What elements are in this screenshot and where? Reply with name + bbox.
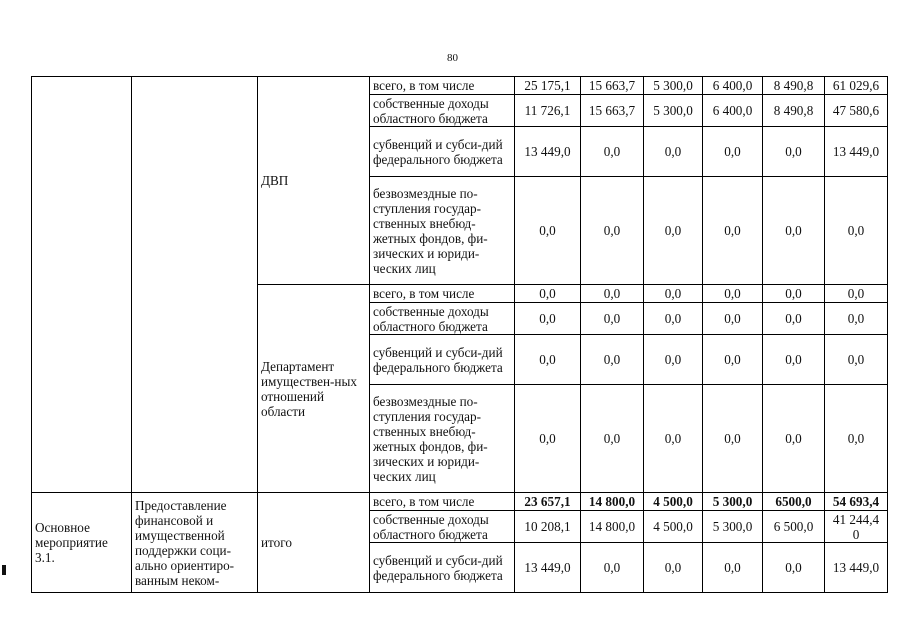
executor-cell: Департамент имуществен-ных отношений области <box>258 285 370 493</box>
budget-table <box>31 76 888 593</box>
value-cell: 0,0 <box>581 335 644 385</box>
value-cell: 15 663,7 <box>581 95 644 127</box>
value-cell: 0,0 <box>644 177 703 285</box>
funding-source-cell: всего, в том числе <box>370 493 515 511</box>
value-cell: 41 244,4 0 <box>825 511 888 543</box>
value-cell: 54 693,4 <box>825 493 888 511</box>
value-cell: 0,0 <box>581 127 644 177</box>
value-cell: 15 663,7 <box>581 77 644 95</box>
value-cell: 0,0 <box>515 335 581 385</box>
value-cell: 0,0 <box>763 303 825 335</box>
funding-source-cell: субвенций и субси-дий федерального бюджета <box>370 335 515 385</box>
value-cell: 8 490,8 <box>763 77 825 95</box>
value-cell: 0,0 <box>515 385 581 493</box>
value-cell: 5 300,0 <box>644 77 703 95</box>
value-cell: 0,0 <box>581 177 644 285</box>
table-row <box>32 493 888 511</box>
value-cell: 61 029,6 <box>825 77 888 95</box>
value-cell: 0,0 <box>703 285 763 303</box>
value-cell: 0,0 <box>515 285 581 303</box>
measure-description-cell: Предоставление финансовой и имущественной поддержки соци-ально ориентиро-ванным неком- <box>132 493 258 593</box>
value-cell: 10 208,1 <box>515 511 581 543</box>
executor-cell: итого <box>258 493 370 593</box>
funding-source-cell: собственные доходы областного бюджета <box>370 95 515 127</box>
description-cell-empty <box>132 77 258 493</box>
funding-source-cell: всего, в том числе <box>370 285 515 303</box>
value-cell: 0,0 <box>825 177 888 285</box>
value-cell: 47 580,6 <box>825 95 888 127</box>
value-cell: 0,0 <box>644 543 703 593</box>
margin-mark <box>2 565 6 575</box>
funding-source-cell: субвенций и субси-дий федерального бюджета <box>370 543 515 593</box>
value-cell: 25 175,1 <box>515 77 581 95</box>
funding-source-cell: собственные доходы областного бюджета <box>370 303 515 335</box>
value-cell: 11 726,1 <box>515 95 581 127</box>
value-cell: 0,0 <box>703 335 763 385</box>
value-cell: 0,0 <box>825 285 888 303</box>
value-cell: 0,0 <box>763 177 825 285</box>
value-cell: 5 300,0 <box>644 95 703 127</box>
value-cell: 0,0 <box>703 127 763 177</box>
value-cell: 0,0 <box>825 385 888 493</box>
value-cell: 0,0 <box>644 335 703 385</box>
value-cell: 0,0 <box>515 177 581 285</box>
value-cell: 0,0 <box>825 303 888 335</box>
funding-source-cell: безвозмездные по-ступления государ-ственных внебюд-жетных фондов, фи-зических и юриди-ческих лиц <box>370 177 515 285</box>
value-cell: 0,0 <box>703 177 763 285</box>
value-cell: 6500,0 <box>763 493 825 511</box>
measure-cell-empty <box>32 77 132 493</box>
value-cell: 0,0 <box>703 385 763 493</box>
value-cell: 0,0 <box>644 303 703 335</box>
value-cell: 14 800,0 <box>581 511 644 543</box>
value-cell: 13 449,0 <box>515 127 581 177</box>
value-cell: 5 300,0 <box>703 493 763 511</box>
value-cell: 0,0 <box>703 543 763 593</box>
value-cell: 14 800,0 <box>581 493 644 511</box>
value-cell: 0,0 <box>515 303 581 335</box>
value-cell: 23 657,1 <box>515 493 581 511</box>
value-cell: 0,0 <box>703 303 763 335</box>
table-row <box>32 77 888 95</box>
funding-source-cell: субвенций и субси-дий федерального бюджета <box>370 127 515 177</box>
value-cell: 6 400,0 <box>703 77 763 95</box>
measure-name-cell: Основное мероприятие 3.1. <box>32 493 132 593</box>
funding-source-cell: собственные доходы областного бюджета <box>370 511 515 543</box>
value-cell: 0,0 <box>581 303 644 335</box>
value-cell: 0,0 <box>763 543 825 593</box>
value-cell: 0,0 <box>581 285 644 303</box>
funding-source-cell: безвозмездные по-ступления государ-ственных внебюд-жетных фондов, фи-зических и юриди-ческих лиц <box>370 385 515 493</box>
page-number: 80 <box>447 52 458 64</box>
value-cell: 0,0 <box>581 543 644 593</box>
value-cell: 6 400,0 <box>703 95 763 127</box>
value-cell: 0,0 <box>763 335 825 385</box>
value-cell: 13 449,0 <box>515 543 581 593</box>
value-cell: 13 449,0 <box>825 543 888 593</box>
value-cell: 4 500,0 <box>644 493 703 511</box>
value-cell: 0,0 <box>763 127 825 177</box>
value-cell: 6 500,0 <box>763 511 825 543</box>
value-cell: 0,0 <box>644 385 703 493</box>
value-cell: 0,0 <box>581 385 644 493</box>
funding-source-cell: всего, в том числе <box>370 77 515 95</box>
value-cell: 0,0 <box>763 385 825 493</box>
value-cell: 8 490,8 <box>763 95 825 127</box>
value-cell: 4 500,0 <box>644 511 703 543</box>
executor-cell: ДВП <box>258 77 370 285</box>
value-cell: 0,0 <box>763 285 825 303</box>
value-cell: 0,0 <box>644 285 703 303</box>
value-cell: 5 300,0 <box>703 511 763 543</box>
value-cell: 0,0 <box>825 335 888 385</box>
value-cell: 0,0 <box>644 127 703 177</box>
value-cell: 13 449,0 <box>825 127 888 177</box>
